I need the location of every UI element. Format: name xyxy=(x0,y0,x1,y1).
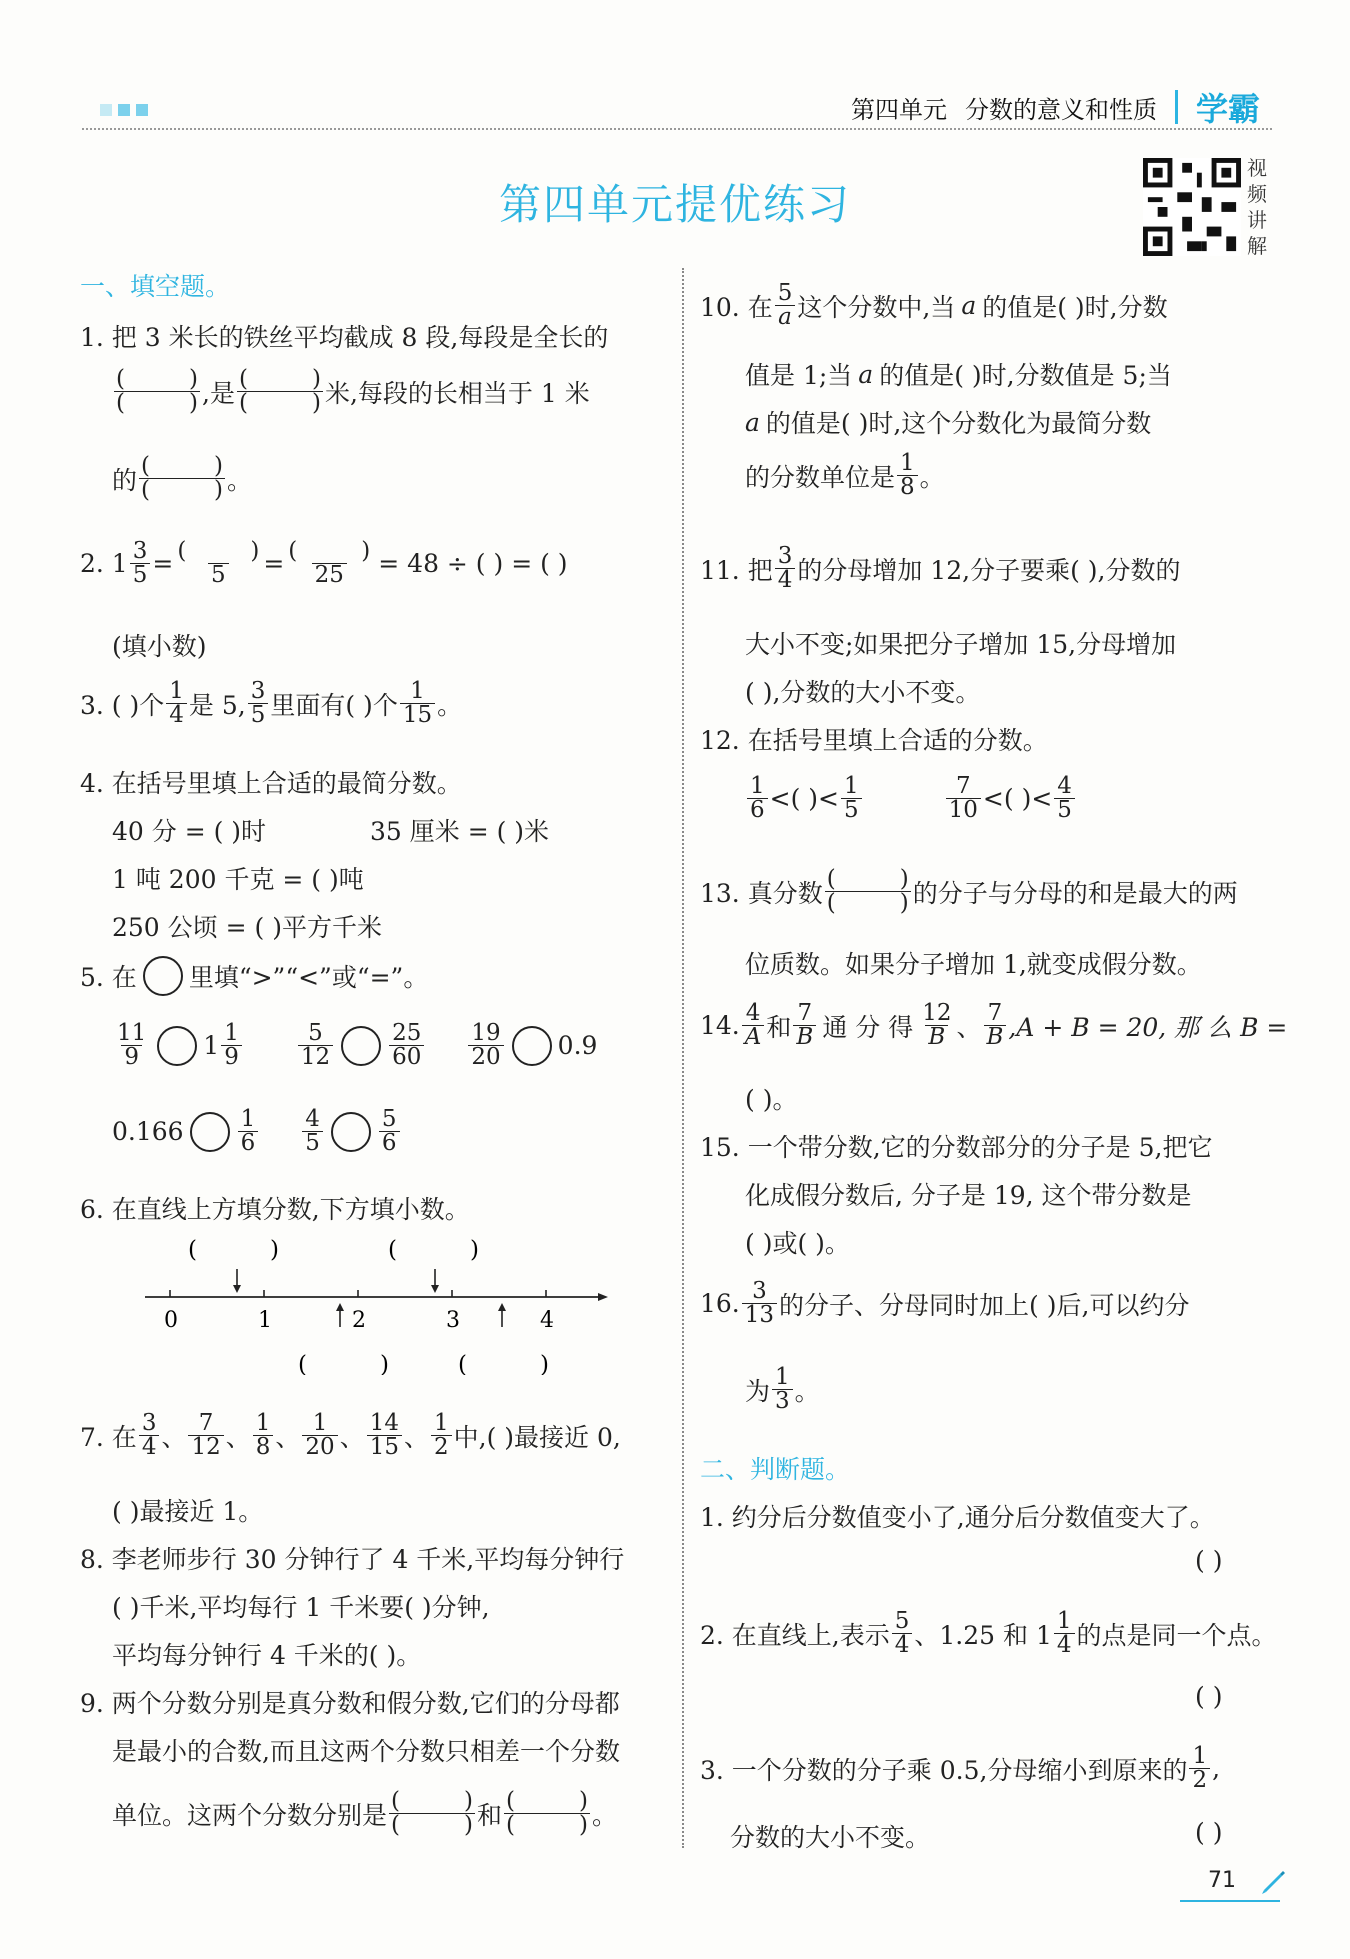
lower-blank-close: ) xyxy=(380,1352,389,1375)
q14-text: 14. xyxy=(700,1011,740,1040)
brand-logo: 学霸 xyxy=(1195,90,1260,128)
q5-text: 5. 在 xyxy=(80,963,137,992)
q8-line3: 平均每分钟行 4 千米的( )。 xyxy=(112,1641,422,1670)
q13-line2: 位质数。如果分子增加 1,就变成假分数。 xyxy=(745,950,1202,979)
q9-text-d: 和 xyxy=(477,1800,503,1830)
q15-line3: ( )或( )。 xyxy=(745,1229,850,1258)
q16-text-e: 。 xyxy=(794,1376,820,1406)
arrow-up-icon xyxy=(498,1303,506,1311)
blank-fraction[interactable]: ( ) ( ) xyxy=(116,366,198,416)
header-unit: 第四单元 xyxy=(850,95,947,124)
fraction: 5 4 xyxy=(892,1610,913,1657)
arrow-down-icon xyxy=(233,1285,241,1293)
blank-fraction[interactable]: ( ) ( ) xyxy=(238,366,321,416)
variable-a: a xyxy=(858,359,874,389)
q10-text-b: 这个分数中,当 xyxy=(797,292,956,322)
blank-fraction[interactable]: ( ) 25 xyxy=(288,538,371,588)
fraction: 1 8 xyxy=(897,452,918,499)
tick-label: 0 xyxy=(164,1308,178,1333)
section-judge-heading: 二、判断题。 xyxy=(700,1455,851,1484)
q6-prompt: 6. 在直线上方填分数,下方填小数。 xyxy=(80,1195,470,1224)
q2-tail: = 48 ÷ ( ) = ( ) xyxy=(378,549,568,578)
fraction: 1 8 xyxy=(253,1412,274,1459)
q14-line2: ( )。 xyxy=(745,1085,798,1114)
q11-line1 xyxy=(700,545,1180,592)
q10-line4 xyxy=(745,452,945,499)
fraction: 4 5 xyxy=(1054,775,1075,822)
q9-line3 xyxy=(112,1790,617,1837)
page-title: 第四单元提优练习 xyxy=(498,180,851,229)
q10-line2 xyxy=(745,356,1172,392)
q14-text-c: ,A + B = 20, 那 么 B = xyxy=(1008,1012,1288,1042)
j1-answer[interactable]: ( ) xyxy=(1195,1546,1223,1575)
blank-fraction[interactable]: ( ) ( ) xyxy=(141,453,224,503)
q7-line1: 7. 在 3 4 、 7 12 、 1 8 、 1 20 、 14 15 、 1 2 中,( )最接近 0, xyxy=(80,1410,621,1460)
fraction: 1 3 xyxy=(772,1366,793,1413)
fraction: 5 a xyxy=(775,282,796,329)
compare-circle-icon xyxy=(143,956,183,996)
qr-code-icon[interactable] xyxy=(1143,158,1241,256)
q11-line3: ( ),分数的大小不变。 xyxy=(745,678,981,707)
fraction: 7 10 xyxy=(946,775,981,822)
q10-text-l4: 的分数单位是 xyxy=(745,462,896,492)
blank-fraction[interactable]: ( ) ( ) xyxy=(506,1788,589,1838)
upper-blank-open: ( xyxy=(188,1237,197,1263)
q15-line2: 化成假分数后, 分子是 19, 这个带分数是 xyxy=(745,1181,1192,1210)
variable-a: a xyxy=(745,407,760,437)
q11-text-b: 的分母增加 12,分子要乘( ),分数的 xyxy=(797,555,1181,585)
compare-circle[interactable] xyxy=(341,1026,381,1066)
j3-line1 xyxy=(700,1745,1220,1792)
j2-text-b: 、1.25 和 1 xyxy=(914,1620,1052,1650)
j3-text: 3. 一个分数的分子乘 0.5,分母缩小到原来的 xyxy=(700,1755,1188,1785)
pencil-icon xyxy=(1258,1866,1288,1896)
q10-text-l3b: 的值是( )时,这个分数化为最简分数 xyxy=(765,409,1152,438)
q4-item3[interactable]: 1 吨 200 千克 = ( )吨 xyxy=(112,865,364,894)
q9-line1: 9. 两个分数分别是真分数和假分数,它们的分母都 xyxy=(80,1689,620,1718)
q7-text-b: 中,( )最接近 0, xyxy=(453,1422,621,1452)
blank-fraction[interactable]: ( ) ( ) xyxy=(826,866,909,916)
arrow-down-icon xyxy=(431,1285,439,1293)
j2-text: 2. 在直线上,表示 xyxy=(700,1620,890,1650)
tick-label: 4 xyxy=(540,1308,554,1333)
q11-line2: 大小不变;如果把分子增加 15,分母增加 xyxy=(745,630,1177,659)
j2-text-c: 的点是同一个点。 xyxy=(1076,1620,1277,1650)
fraction: 7 B xyxy=(793,1002,816,1049)
q13-text: 13. 真分数 xyxy=(700,878,823,908)
q3-text-b: 是 5, xyxy=(188,690,246,720)
q9-line2: 是最小的合数,而且这两个分数只相差一个分数 xyxy=(112,1737,620,1766)
q10-line3 xyxy=(745,404,1151,440)
q10-line1 xyxy=(700,282,1168,329)
q9-text-e: 。 xyxy=(592,1800,618,1830)
q8-line2: ( )千米,平均每行 1 千米要( )分钟, xyxy=(112,1593,490,1622)
section-fill-heading: 一、填空题。 xyxy=(80,272,231,301)
page-number: 71 xyxy=(1208,1868,1236,1893)
q10-text-c: 的值是( )时,分数 xyxy=(982,292,1168,322)
q10-text-l2b: 的值是( )时,分数值是 5;当 xyxy=(879,361,1172,390)
q16-text-l2: 为 xyxy=(745,1376,771,1406)
fraction: 4 5 xyxy=(302,1108,323,1155)
upper-blank-close: ) xyxy=(270,1237,279,1263)
q13-line1 xyxy=(700,868,1238,915)
q1-line2 xyxy=(112,368,590,415)
fraction: 5 6 xyxy=(379,1108,400,1155)
q10-text: 10. 在 xyxy=(700,292,773,322)
number-line xyxy=(140,1235,610,1375)
q16-line1 xyxy=(700,1280,1189,1327)
header-separator xyxy=(1175,90,1178,124)
q3-line xyxy=(80,680,462,727)
equals-sign: = xyxy=(263,549,285,578)
q15-line1: 15. 一个带分数,它的分数部分的分子是 5,把它 xyxy=(700,1133,1213,1162)
fraction: 12 B xyxy=(922,1000,952,1050)
q12-blank[interactable]: <( )< xyxy=(769,784,839,813)
fraction: 3 5 xyxy=(248,680,269,727)
q5-row1 xyxy=(112,1022,597,1069)
q5-row2 xyxy=(112,1108,402,1155)
q16-line2 xyxy=(745,1366,820,1413)
q12-prompt: 12. 在括号里填上合适的分数。 xyxy=(700,726,1048,755)
lower-blank-open: ( xyxy=(298,1352,307,1375)
fraction: 19 20 xyxy=(468,1022,503,1069)
fraction: 25 60 xyxy=(389,1022,424,1069)
header-topic: 分数的意义和性质 xyxy=(964,95,1157,124)
q3-text-c: 里面有( )个 xyxy=(270,690,398,720)
tick-label: 1 xyxy=(258,1308,272,1333)
q14-text-b: 通 分 得 xyxy=(822,1012,914,1042)
q16-text: 16. xyxy=(700,1289,740,1318)
q2-note: (填小数) xyxy=(112,632,207,661)
q1-text-b: ,是 xyxy=(202,378,235,408)
compare-circle[interactable] xyxy=(190,1112,230,1152)
fraction: 1 9 xyxy=(221,1022,242,1069)
equals-sign: = xyxy=(152,549,174,578)
q2-text: 2. 1 xyxy=(80,549,128,578)
q3-text-e: 。 xyxy=(437,690,463,720)
fraction: 3 4 xyxy=(775,545,796,592)
q12-blank[interactable]: <( )< xyxy=(982,784,1053,813)
upper-blank-open: ( xyxy=(388,1237,397,1263)
page-header xyxy=(851,84,1260,130)
q12-row xyxy=(745,775,1077,822)
q1-line3 xyxy=(112,455,252,502)
blank-fraction[interactable]: ( ) 5 xyxy=(177,538,260,588)
j2-answer[interactable]: ( ) xyxy=(1195,1682,1223,1711)
q1-line1 xyxy=(80,318,608,354)
fraction: 11 9 xyxy=(117,1020,147,1070)
fraction: 1 20 xyxy=(302,1412,337,1459)
j1-line: 1. 约分后分数值变小了,通分后分数值变大了。 xyxy=(700,1503,1215,1532)
q10-text-e: 。 xyxy=(919,462,945,492)
fraction: 1 4 xyxy=(1054,1610,1075,1657)
q7-text: 7. 在 xyxy=(80,1422,137,1452)
fraction: 1 5 xyxy=(841,775,862,822)
q4-prompt: 4. 在括号里填上合适的最简分数。 xyxy=(80,769,462,798)
j3-text-b: , xyxy=(1212,1754,1221,1783)
variable-a: a xyxy=(961,291,977,320)
q5-prompt xyxy=(80,956,428,996)
blank-fraction[interactable]: ( ) ( ) xyxy=(391,1788,474,1838)
fraction: 1 2 xyxy=(1189,1745,1210,1792)
q4-item4[interactable]: 250 公顷 = ( )平方千米 xyxy=(112,913,382,942)
fraction: 5 12 xyxy=(298,1022,333,1069)
q7-line2: ( )最接近 1。 xyxy=(112,1497,264,1526)
q8-line1: 8. 李老师步行 30 分钟行了 4 千米,平均每分钟行 xyxy=(80,1545,625,1574)
decimal-value: 0.9 xyxy=(557,1031,598,1060)
fraction: 14 15 xyxy=(367,1412,402,1459)
fraction: 1 15 xyxy=(400,680,435,727)
q5-text-b: 里填“>”“<”或“=”。 xyxy=(188,963,429,992)
q1-text-e: 。 xyxy=(227,465,253,495)
tick-label: 2 xyxy=(352,1308,366,1333)
q2-line1 xyxy=(80,540,568,587)
fraction: $\frac{3}{5}$ xyxy=(130,540,151,587)
q1-text-c: 米,每段的长相当于 1 米 xyxy=(324,378,590,408)
fraction: 1 6 xyxy=(747,775,768,822)
column-divider xyxy=(682,268,684,1848)
q14-line1: 14. 4 A 和 7 B 通 分 得 12 B 、 7 B ,A + B = 20, 那 么 B = xyxy=(700,1000,1288,1050)
arrow-up-icon xyxy=(336,1303,344,1311)
q4-item2[interactable]: 35 厘米 = ( )米 xyxy=(370,817,550,846)
fraction: 4 A xyxy=(742,1002,765,1049)
q10-text-l2: 值是 1;当 xyxy=(745,361,853,390)
compare-circle[interactable] xyxy=(157,1026,197,1066)
axis-arrow-icon xyxy=(598,1293,608,1301)
fraction: 7 12 xyxy=(188,1412,223,1459)
fraction: 3 4 xyxy=(139,1412,160,1459)
q1-text-d: 的 xyxy=(112,465,138,495)
q14-and: 和 xyxy=(766,1012,792,1042)
page-number-rule xyxy=(1180,1900,1280,1902)
q16-text-b: 的分子、分母同时加上( )后,可以约分 xyxy=(779,1290,1190,1320)
q1-text: 1. 把 3 米长的铁丝平均截成 8 段,每段是全长的 xyxy=(80,323,609,352)
fraction: 1 4 xyxy=(166,680,187,727)
j3-answer[interactable]: ( ) xyxy=(1195,1818,1223,1847)
header-decoration xyxy=(100,104,148,116)
fraction: 1 2 xyxy=(431,1412,452,1459)
fraction: 3 13 xyxy=(742,1280,777,1327)
j2-line xyxy=(700,1610,1277,1657)
j3-line2: 分数的大小不变。 xyxy=(730,1823,931,1852)
upper-blank-close: ) xyxy=(470,1237,479,1263)
q3-text: 3. ( )个 xyxy=(80,690,165,720)
compare-circle[interactable] xyxy=(512,1026,552,1066)
lower-blank-close: ) xyxy=(540,1352,549,1375)
compare-circle[interactable] xyxy=(331,1112,371,1152)
whole-number: 1 xyxy=(203,1031,220,1060)
q4-item1[interactable]: 40 分 = ( )时 xyxy=(112,817,267,846)
tick-label: 3 xyxy=(446,1308,460,1333)
fraction: 1 6 xyxy=(238,1108,259,1155)
lower-blank-open: ( xyxy=(458,1352,467,1375)
q11-text: 11. 把 xyxy=(700,555,773,585)
fraction: 7 B xyxy=(984,1002,1007,1049)
q9-text-c: 单位。这两个分数分别是 xyxy=(112,1800,388,1830)
qr-label: 视频讲解 xyxy=(1247,156,1267,258)
header-rule xyxy=(82,128,1272,130)
q13-text-b: 的分子与分母的和是最大的两 xyxy=(912,878,1238,908)
decimal-value: 0.166 xyxy=(112,1117,184,1146)
